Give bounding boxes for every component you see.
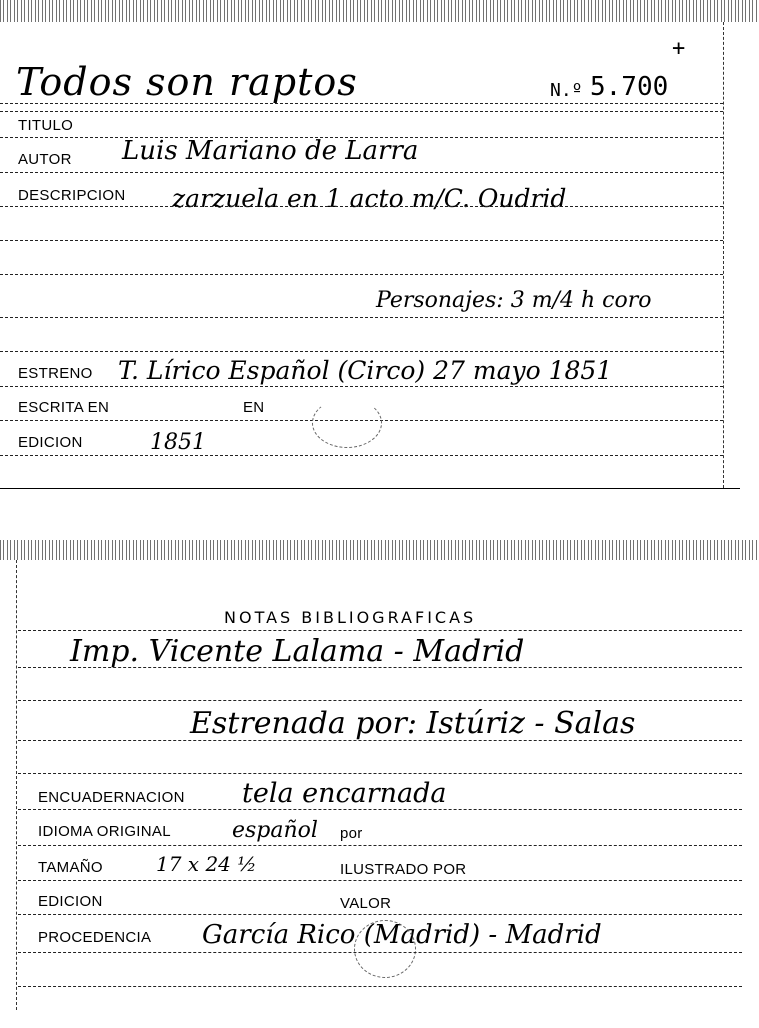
edicion-value: 1851 <box>150 430 206 455</box>
rule <box>0 351 723 352</box>
rule <box>0 111 723 112</box>
escrita-en-label: ESCRITA EN <box>18 399 110 416</box>
idioma-label: IDIOMA ORIGINAL <box>38 823 171 840</box>
por-label: por <box>340 825 363 842</box>
scan-noise-top <box>0 0 759 22</box>
descripcion-label: DESCRIPCION <box>18 187 126 204</box>
tamano-value: 17 x 24 ½ <box>156 852 257 876</box>
rule <box>18 809 742 810</box>
rule <box>18 773 742 774</box>
en-label: EN <box>243 399 265 416</box>
rule <box>0 274 723 275</box>
rule <box>18 700 742 701</box>
rule <box>18 880 742 881</box>
estreno-value: T. Lírico Español (Circo) 27 mayo 1851 <box>118 356 613 385</box>
ilustrado-label: ILUSTRADO POR <box>340 861 467 878</box>
autor-value: Luis Mariano de Larra <box>122 136 419 166</box>
titulo-label: TITULO <box>18 117 74 134</box>
personajes-value: Personajes: 3 m/4 h coro <box>376 288 652 313</box>
descripcion-value: zarzuela en 1 acto m/C. Oudrid <box>172 184 567 213</box>
edicion-label: EDICION <box>18 434 83 451</box>
edicion-label-2: EDICION <box>38 893 103 910</box>
notas-header: NOTAS BIBLIOGRAFICAS <box>224 608 477 627</box>
rule <box>18 986 742 987</box>
number-label: N.º <box>550 80 583 101</box>
scan-noise-top <box>0 540 759 560</box>
rule <box>0 172 723 173</box>
rule <box>18 914 742 915</box>
card-right-border <box>723 22 724 488</box>
card-left-border <box>16 560 17 1010</box>
rule <box>0 386 723 387</box>
rule <box>18 740 742 741</box>
rule <box>18 630 742 631</box>
note-line-1: Imp. Vicente Lalama - Madrid <box>70 634 525 669</box>
rule <box>18 667 742 668</box>
encuadernacion-value: tela encarnada <box>242 778 447 809</box>
idioma-value: español <box>232 818 318 843</box>
rule <box>0 206 723 207</box>
rule <box>0 455 723 456</box>
punch-hole-mark <box>354 920 416 978</box>
rule <box>0 317 723 318</box>
encuadernacion-label: ENCUADERNACION <box>38 789 185 806</box>
rule <box>0 103 723 104</box>
estreno-label: ESTRENO <box>18 365 93 382</box>
card-bottom-edge <box>0 488 740 489</box>
tamano-label: TAMAÑO <box>38 859 103 876</box>
autor-label: AUTOR <box>18 151 72 168</box>
card-number: 5.700 <box>590 72 669 102</box>
rule <box>0 240 723 241</box>
rule <box>18 845 742 846</box>
punch-hole-mark <box>312 398 382 448</box>
card-title-handwritten: Todos son raptos <box>16 60 358 104</box>
procedencia-value: García Rico (Madrid) - Madrid <box>202 920 602 950</box>
valor-label: VALOR <box>340 895 392 912</box>
rule <box>18 952 742 953</box>
plus-mark: + <box>672 36 686 61</box>
procedencia-label: PROCEDENCIA <box>38 929 152 946</box>
note-line-2: Estrenada por: Istúriz - Salas <box>190 706 636 741</box>
